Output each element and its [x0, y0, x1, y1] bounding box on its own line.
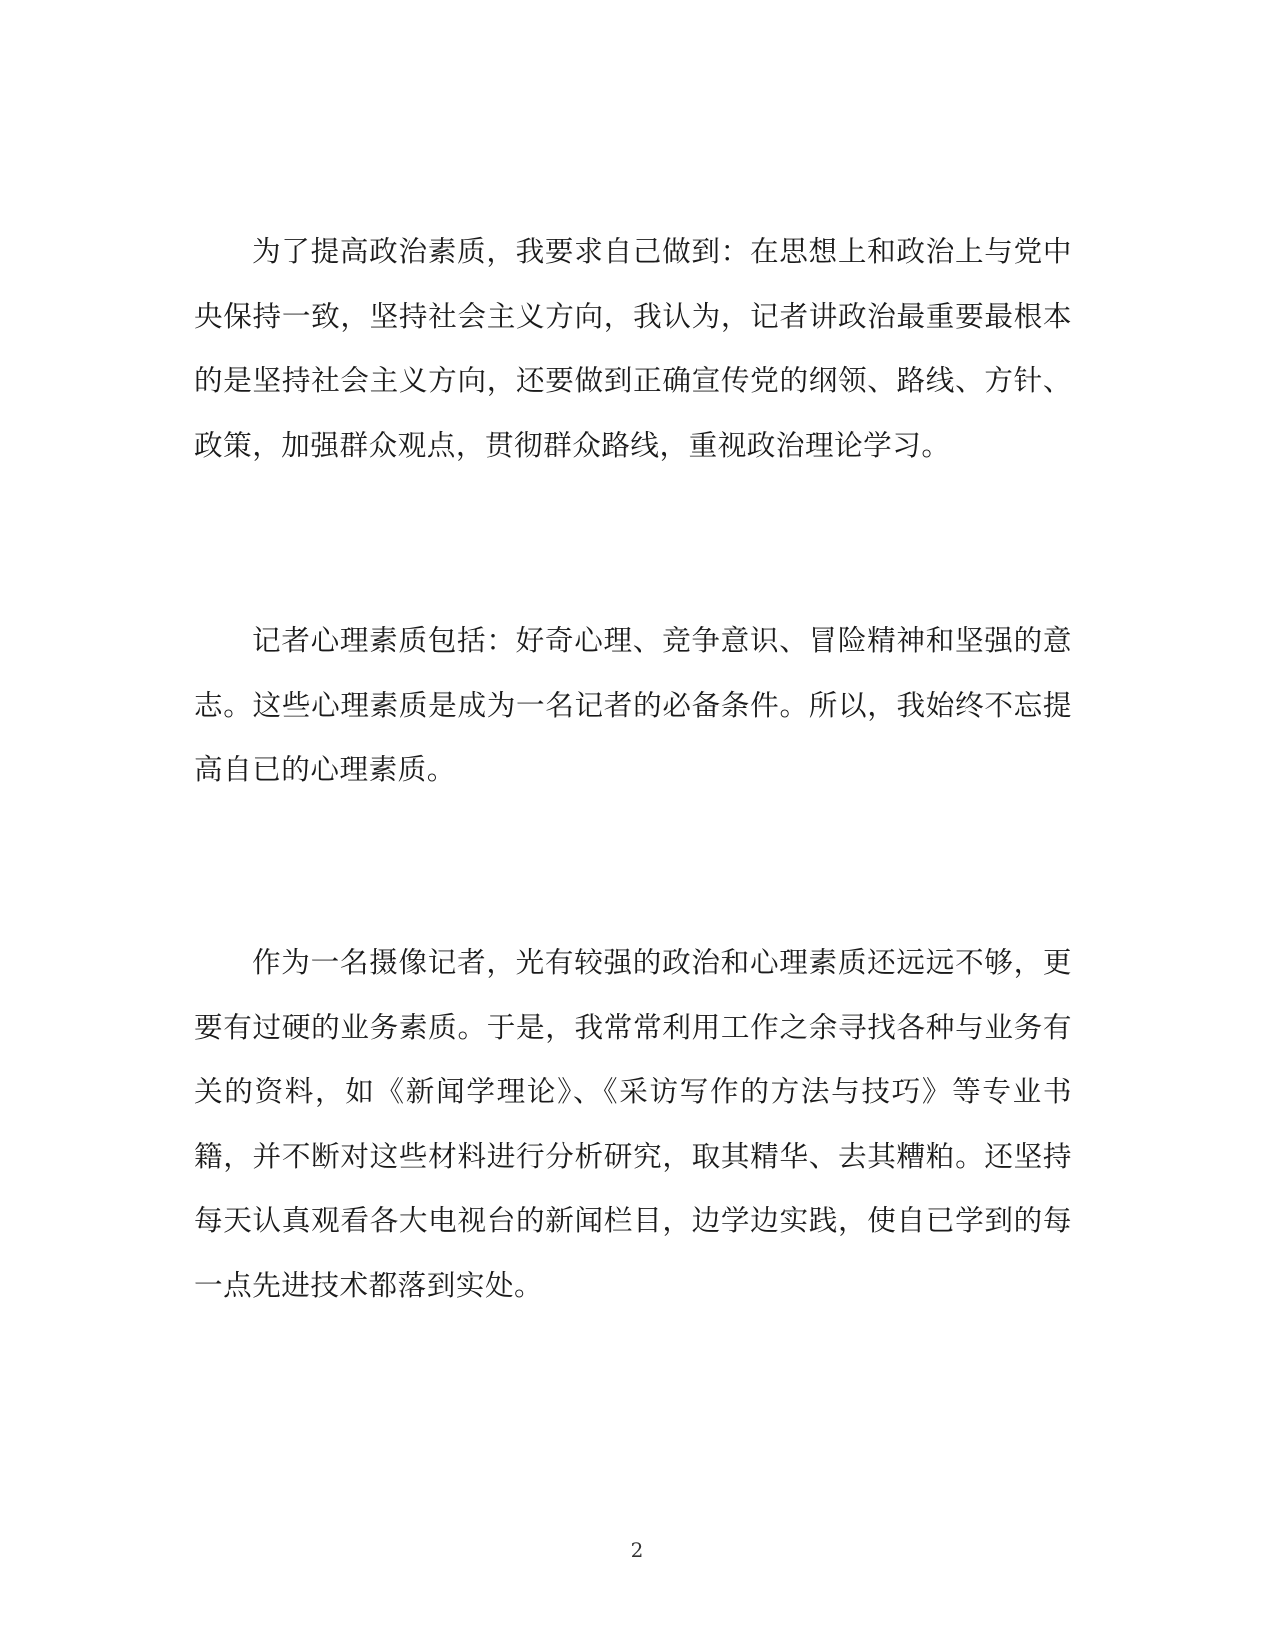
paragraph-line: 籍，并不断对这些材料进行分析研究，取其精华、去其糟粕。还坚持	[194, 1138, 1072, 1173]
paragraph-line: 一点先进技术都落到实处。	[194, 1267, 544, 1302]
paragraph-line: 为了提高政治素质，我要求自己做到：在思想上和政治上与党中	[252, 234, 1072, 268]
paragraph-line: 的是坚持社会主义方向，还要做到正确宣传党的纲领、路线、方针、	[194, 363, 1072, 397]
paragraph-professional-quality	[194, 930, 1072, 1317]
paragraph-line: 记者心理素质包括：好奇心理、竞争意识、冒险精神和坚强的意	[252, 623, 1072, 657]
paragraph-line: 高自已的心理素质。	[194, 752, 456, 786]
paragraph-psychological-quality	[194, 608, 1072, 802]
paragraph-political-quality	[194, 219, 1072, 477]
paragraph-line: 每天认真观看各大电视台的新闻栏目，边学边实践，使自已学到的每	[194, 1203, 1072, 1237]
paragraph-line: 要有过硬的业务素质。于是，我常常利用工作之余寻找各种与业务有	[194, 1009, 1072, 1044]
page-number: 2	[630, 1538, 644, 1562]
paragraph-line: 央保持一致，坚持社会主义方向，我认为，记者讲政治最重要最根本	[194, 298, 1072, 333]
paragraph-line: 志。这些心理素质是成为一名记者的必备条件。所以，我始终不忘提	[194, 687, 1072, 722]
paragraph-line: 作为一名摄像记者，光有较强的政治和心理素质还远远不够，更	[252, 945, 1072, 979]
paragraph-line: 关的资料，如《新闻学理论》、《采访写作的方法与技巧》等专业书	[194, 1074, 1072, 1108]
paragraph-line: 政策，加强群众观点，贯彻群众路线，重视政治理论学习。	[194, 427, 951, 462]
